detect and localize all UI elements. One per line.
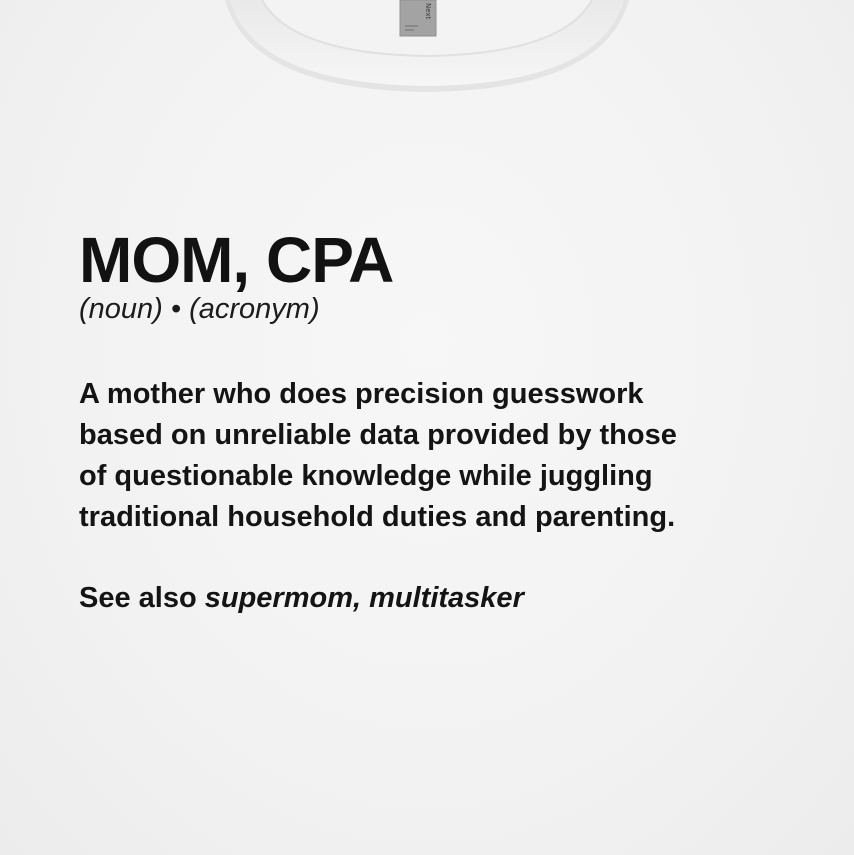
part-of-speech: (noun) • (acronym)	[79, 293, 320, 325]
shirt-print	[79, 224, 799, 616]
shirt-collar	[0, 0, 854, 120]
definition-line: based on unreliable data provided by those	[79, 419, 677, 451]
definition-line: traditional household duties and parenting.	[79, 501, 676, 533]
see-also-terms: supermom, multitasker	[204, 582, 524, 614]
see-also-line	[79, 580, 799, 616]
neck-label-brand: Next	[424, 3, 432, 20]
definition-text	[79, 374, 799, 538]
print-title: MOM, CPA	[79, 224, 394, 296]
definition-line: of questionable knowledge while juggling	[79, 460, 653, 492]
neck-label-icon	[400, 0, 436, 36]
see-also-prefix: See also	[79, 582, 197, 614]
definition-line: A mother who does precision guesswork	[79, 378, 644, 410]
collar-graphic	[0, 0, 854, 120]
